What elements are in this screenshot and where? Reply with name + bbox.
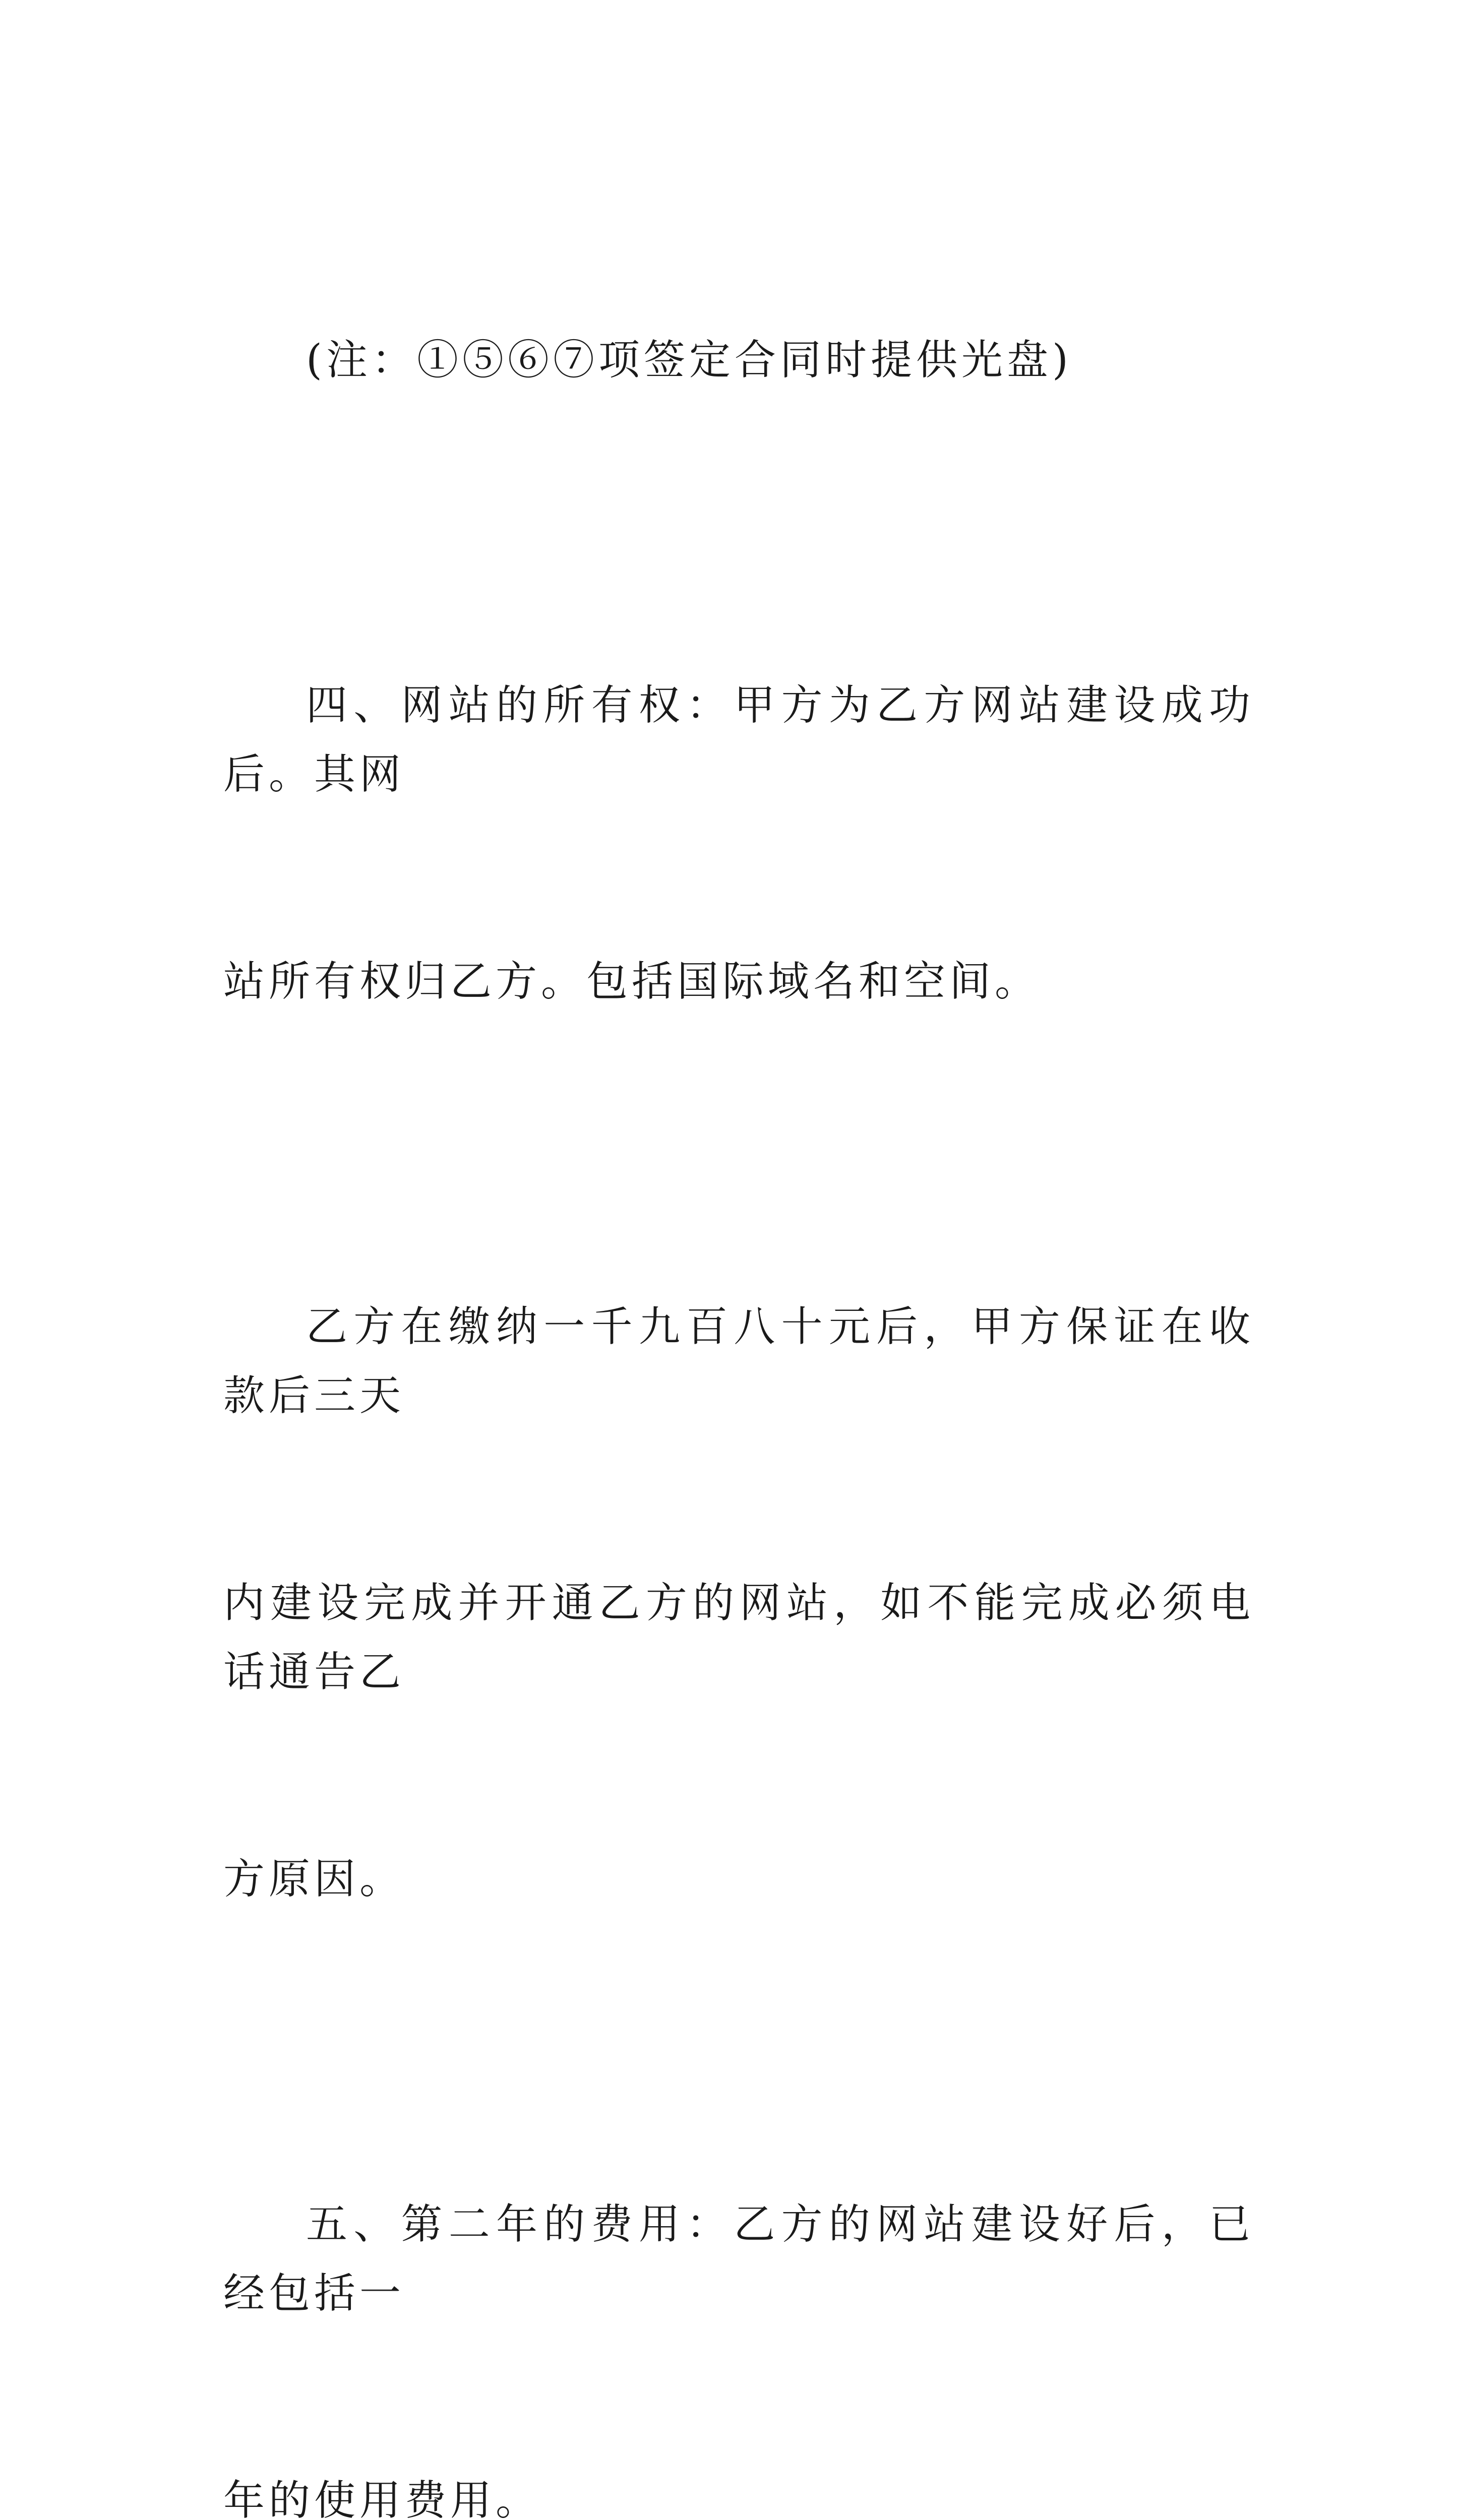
paragraph-payment bbox=[223, 1154, 1254, 2052]
document-body bbox=[223, 187, 1254, 2520]
paragraph-line: 年的使用费用。 bbox=[223, 2477, 541, 2520]
paragraph-line: 内建设完成并开通乙方的网站，如不能完成必须电话通告乙 bbox=[223, 1579, 1254, 1696]
paragraph-note bbox=[223, 187, 1254, 533]
paragraph-second-year-fee bbox=[223, 2052, 1254, 2520]
paragraph-line: 五、第二年的费用：乙方的网站建设好后，已经包括一 bbox=[223, 2200, 1254, 2317]
paragraph-ownership bbox=[223, 533, 1254, 1154]
paragraph-line: 方原因。 bbox=[223, 1855, 405, 1903]
paragraph-line: 乙方在缴纳一千九百八十元后，甲方保证在收款后三天 bbox=[223, 1303, 1254, 1420]
paragraph-line: (注：①⑤⑥⑦项签定合同时提供光盘) bbox=[306, 336, 1072, 384]
paragraph-line: 四、网站的所有权：甲方为乙方网站建设成功后。其网 bbox=[223, 681, 1254, 798]
paragraph-line: 站所有权归乙方。包括国际域名和空间。 bbox=[223, 958, 1041, 1005]
